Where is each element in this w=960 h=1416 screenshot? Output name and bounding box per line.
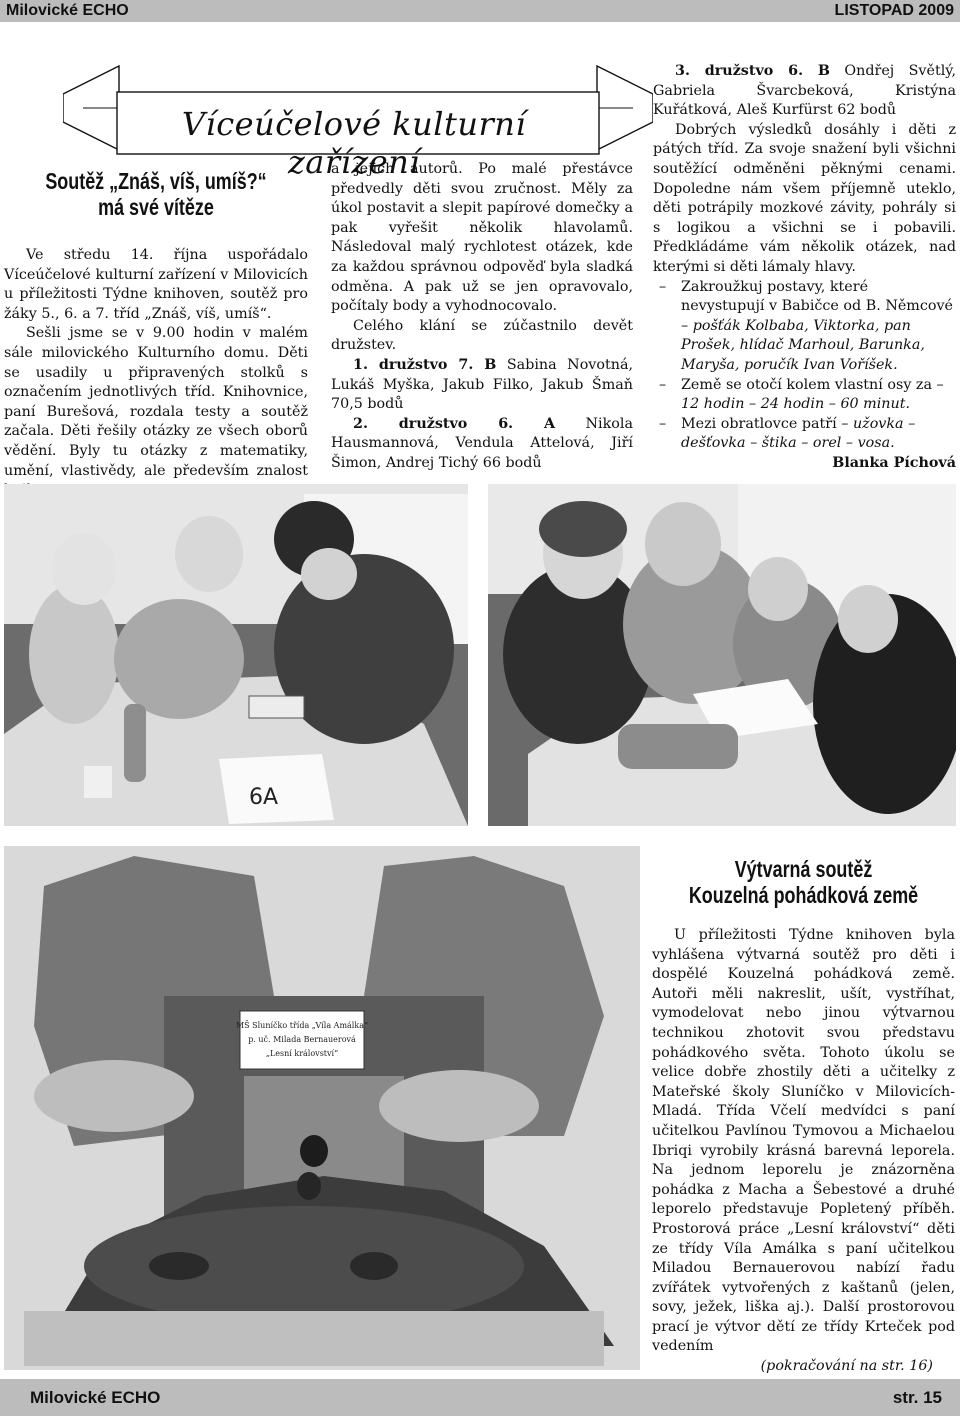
article2-paragraph: U příležitosti Týdne knihoven byla vyhlášena výtvarná soutěž pro děti i dospělé Kouzelná pohádková země. Autoři měli nakreslit, ušít, vystříhat, vymodelovat nebo jinou výtvarnou technikou zhotovit svou představu pohádkového světa. Tohoto úkolu se velice dobře zhostily děti a učitelky z Mateřské školy Sluníčko v Milovicích-Mladá. Třída Včelí medvídci s paní učitelkou Pavlínou Tymovou a Michaelou Ibriqi vyrobily krásná barevná leporela. Na jednom leporelu je znázorněna pohádka z Macha a Šebestové a druhé leporelo představuje Popletený příběh. Prostorová práce „Lesní království“ děti ze třídy Víla Amálka s paní učitelkou Miladou Bernauerovou nabízí řadu zvířátek vytvořených z kaštanů (jelen, sovy, ježek, liška aj.). Další prostorovou prací je výtvor dětí ze třídy Krteček pod vedením <box>652 927 955 1355</box>
article1-paragraph: Ve středu 14. října uspořádalo Víceúčelové kulturní zařízení v Milovicích u příležitosti Týdne knihoven, soutěž pro žáky 5., 6. a 7. tříd „Znáš, víš, umíš“. <box>4 247 308 322</box>
article1-paragraph: a jejich autorů. Po malé přestávce předvedly děti svou zručnost. Měly za úkol postavit a slepit papírové domečky a pak vyřešit několik hlavolamů. Následoval malý rychlotest otázek, kde za každou správnou odpověď byla sladká odměna. A pak už se jen opravovalo, počítaly body a vyhodnocovalo. <box>331 161 633 315</box>
team-result-1 <box>331 356 633 415</box>
team-members: Sabina Novotná, Lukáš Myška, Jakub Filko, Jakub Šmaň 70,5 bodů <box>331 356 634 413</box>
footer-publication: Milovické ECHO <box>30 1387 161 1407</box>
article2-title-line2: Kouzelná pohádková země <box>688 882 919 908</box>
team-members: Nikola Hausmannová, Vendula Attelová, Jiří Šimon, Andrej Tichý 66 bodů <box>331 415 633 471</box>
quiz-question-2: – Země se otočí kolem vlastní osy za – 12 hodin – 24 hodin – 60 minut. <box>659 376 944 413</box>
photo-sign-line1: MŠ Sluníčko třída „Víla Amálka“ <box>235 1021 369 1030</box>
article1-paragraph: Celého klání se zúčastnilo devět družstev. <box>331 317 633 354</box>
team-result-2 <box>331 415 633 474</box>
article1-column-3 <box>653 62 956 473</box>
photo-sign-line2: p. uč. Milada Bernauerová <box>248 1035 356 1044</box>
article1-title-line2: má své vítěze <box>98 194 214 220</box>
section-banner <box>63 62 653 181</box>
photo-forest-kingdom <box>4 846 640 1370</box>
continued-note: (pokračování na str. 16) <box>760 1358 933 1375</box>
header-issue: LISTOPAD 2009 <box>834 2 954 19</box>
quiz-question-text: Mezi obratlovce patří – <box>681 415 853 432</box>
banner-title: Víceúčelové kulturní zařízení <box>181 105 527 181</box>
quiz-question-1: – Zakroužkuj postavy, které nevystupují v Babičce od B. Němcové – pošťák Kolbaba, Viktorka, pan Prošek, hlídač Marhoul, Barunka, Maryša, poručík Ivan Voříšek. <box>659 278 953 373</box>
photo-children-quiz-right <box>488 484 956 826</box>
article1-paragraph: Dobrých výsledků dosáhly i děti z pátých tříd. Za svoje snažení byli všichni soutěžící odměněni pěknými cenami. Dopoledne nám všem příjemně uteklo, děti potrápily mozkové závity, pohrály si s logikou a všichni se i pobavili. Předkládáme vám několik otázek, nad kterými si děti lámaly hlavy. <box>653 121 956 275</box>
article1-column-1 <box>4 168 308 501</box>
team-members: Ondřej Světlý, Gabriela Švarcbeková, Kristýna Kuřátková, Aleš Kurfürst 62 bodů <box>653 63 956 119</box>
quiz-question-options: 12 hodin – 24 hodin – 60 minut. <box>681 396 911 413</box>
article-author: Blanka Píchová <box>832 454 956 471</box>
article2-column <box>652 856 955 1377</box>
article1-paragraph: Sešli jsme se v 9.00 hodin v malém sále milovického Kulturního domu. Děti se usadily u připravených stolků s označením jednotlivých tříd. Knihovnice, paní Burešová, rozdala testy a soutěž začala. Děti řešily otázky ze všech oborů vědění. Byly tu otázky z matematiky, umění, vlastivědy, ale především znalost <box>4 325 308 479</box>
team-place: 2. družstvo 6. A <box>353 415 556 432</box>
photo-illustration <box>4 846 640 1370</box>
quiz-question-options: užovka – dešťovka – štika – orel – vosa. <box>681 415 916 452</box>
quiz-question-text: Zakroužkuj postavy, které nevystupují v Babičce od B. Němcové – <box>681 278 953 334</box>
quiz-question-3: – Mezi obratlovce patří – užovka – dešťovka – štika – orel – vosa. <box>659 415 916 452</box>
photo-sign-line3: „Lesní království“ <box>265 1049 339 1058</box>
photo-children-quiz-left <box>4 484 468 826</box>
article1-column-2 <box>331 160 633 474</box>
quiz-question-text: Země se otočí kolem vlastní osy za – <box>681 376 944 393</box>
article1-title-line1: Soutěž „Znáš, víš, umíš?“ <box>45 168 267 194</box>
header-publication: Milovické ECHO <box>6 2 129 19</box>
footer-page-number: str. 15 <box>892 1387 942 1407</box>
article2-title-line1: Výtvarná soutěž <box>734 856 873 882</box>
quiz-question-options: pošťák Kolbaba, Viktorka, pan Prošek, hlídač Marhoul, Barunka, Maryša, poručík Ivan Voříšek. <box>681 317 925 373</box>
photo-paper-label: 6A <box>249 785 279 810</box>
team-place: 1. družstvo 7. B <box>353 356 497 373</box>
page-footer <box>0 1379 960 1416</box>
photo-illustration <box>488 484 956 826</box>
team-place: 3. družstvo 6. B <box>675 63 830 79</box>
photo-illustration <box>4 484 468 826</box>
page-header <box>0 0 960 22</box>
team-result-3 <box>653 62 956 121</box>
